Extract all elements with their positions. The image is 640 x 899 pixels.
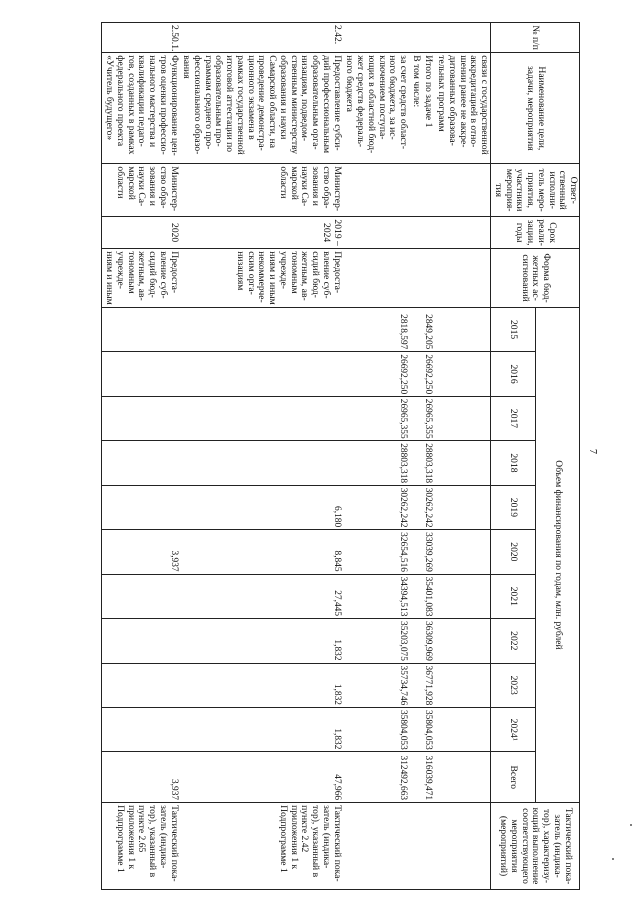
row-year-value: 35734,746 [343, 663, 409, 707]
row-year-value [409, 530, 422, 574]
row-indicator: Тактический пока-затель (индика-тор), указанный в пункте 2.65 приложения 1 к Подпрограмме 1 [102, 803, 180, 890]
row-form [409, 249, 422, 308]
header-year: 2022 [491, 619, 535, 663]
row-year-value [434, 485, 490, 529]
row-year-value [434, 619, 490, 663]
row-total-value: 312492,663 [343, 752, 409, 803]
header-term: Срок реали-зации, годы [491, 216, 580, 248]
table-row [102, 23, 180, 890]
row-term [409, 216, 422, 248]
row-year-value: 6,180 [180, 485, 343, 529]
row-year-value: 34394,513 [343, 574, 409, 618]
scan-speck [630, 824, 632, 826]
financing-table [101, 22, 580, 890]
row-year-value: 35203,075 [343, 619, 409, 663]
row-year-value [409, 707, 422, 751]
header-year: 2016 [491, 352, 535, 396]
scan-speck [612, 858, 614, 860]
row-total-value: 47,966 [180, 752, 343, 803]
row-number [434, 23, 490, 53]
row-form [422, 249, 435, 308]
row-year-value: 1,832 [180, 619, 343, 663]
table-row [422, 23, 435, 890]
row-form: Предоста-вление суб-сидий бюд-жетным, ав-тономным учрежде-ниям и иным некоммерче-ским орга-низациям [180, 249, 343, 308]
row-term: 2019 – 2024 [180, 216, 343, 248]
row-form [343, 249, 409, 308]
row-name: связи с государственной аккредитацией в отно-шении ранее не аккре-дитованных образова-тельных программ [434, 53, 490, 164]
row-number [343, 23, 409, 53]
row-name: Итого по задаче 1 [422, 53, 435, 164]
header-year: 2020 [491, 530, 535, 574]
row-number: 2.50.1. [102, 23, 180, 53]
row-name: В том числе: [409, 53, 422, 164]
row-executor [422, 164, 435, 217]
row-year-value [434, 396, 490, 440]
table-row [180, 23, 343, 890]
row-year-value: 28803,318 [422, 441, 435, 485]
row-year-value: 27,445 [180, 574, 343, 618]
row-term [343, 216, 409, 248]
row-year-value: 26692,250 [422, 352, 435, 396]
row-year-value: 2849,205 [422, 307, 435, 351]
header-num: № п/п [491, 23, 580, 53]
row-year-value: 26692,250 [343, 352, 409, 396]
row-year-value [434, 663, 490, 707]
header-year: 2015 [491, 307, 535, 351]
row-year-value [102, 574, 180, 618]
header-total: Всего [491, 752, 535, 803]
row-term [422, 216, 435, 248]
row-year-value: 35804,053 [343, 707, 409, 751]
row-year-value [409, 574, 422, 618]
row-year-value [102, 707, 180, 751]
header-year: 2019 [491, 485, 535, 529]
row-year-value [434, 530, 490, 574]
table-row [409, 23, 422, 890]
row-form [434, 249, 490, 308]
row-year-value: 26965,355 [343, 396, 409, 440]
row-total-value: 316039,471 [422, 752, 435, 803]
row-year-value [434, 574, 490, 618]
row-executor: Министер-ство обра-зования и науки Са-марской области [180, 164, 343, 217]
row-year-value [102, 352, 180, 396]
row-year-value: 3,937 [102, 530, 180, 574]
row-year-value: 36309,969 [422, 619, 435, 663]
row-year-value [102, 307, 180, 351]
row-year-value [434, 307, 490, 351]
row-year-value [409, 663, 422, 707]
row-executor [409, 164, 422, 217]
row-year-value: 28803,318 [343, 441, 409, 485]
header-indicator: Тактический пока-затель (индика-тор), характеризу-ющий выполнение соответствующего мероприятия (мероприятий) [491, 803, 580, 890]
row-number [409, 23, 422, 53]
row-year-value: 30262,242 [422, 485, 435, 529]
row-year-value [409, 619, 422, 663]
row-total-value: 3,937 [102, 752, 180, 803]
row-year-value: 35804,053 [422, 707, 435, 751]
row-year-value: 8,845 [180, 530, 343, 574]
row-number [422, 23, 435, 53]
row-indicator [434, 803, 490, 890]
row-year-value [409, 352, 422, 396]
row-year-value: 1,832 [180, 663, 343, 707]
row-indicator: Тактический пока-затель (индика-тор), указанный в пункте 2.42 приложения 1 к Подпрограмме 1 [180, 803, 343, 890]
row-name: Функционирование цен-тров оценки профессио-нального мастерства и квалификации педаго-гов, созданных в рамках федерального проекта «Учитель будущего» [102, 53, 180, 164]
header-volume-group: Объем финансирования по годам, млн. рублей [535, 307, 579, 802]
row-year-value [180, 307, 343, 351]
row-indicator [343, 803, 409, 890]
row-year-value: 26965,355 [422, 396, 435, 440]
row-year-value: 30262,242 [343, 485, 409, 529]
row-year-value: 2818,597 [343, 307, 409, 351]
row-executor [434, 164, 490, 217]
row-year-value [180, 396, 343, 440]
row-year-value [409, 485, 422, 529]
table-row [434, 23, 490, 890]
row-year-value [434, 707, 490, 751]
header-year: 2024¹ [491, 707, 535, 751]
header-year: 2023 [491, 663, 535, 707]
rotated-table-container [25, 22, 580, 890]
row-year-value [409, 396, 422, 440]
header-name: Наименование цели, задачи, мероприятия [491, 53, 580, 164]
row-executor: Министер-ство обра-зования и науки Са-марской области [102, 164, 180, 217]
header-form: Форма бюд-жетных ас-сигнований [491, 249, 580, 308]
row-indicator [409, 803, 422, 890]
row-year-value [180, 352, 343, 396]
row-name: за счет средств област-ного бюджета, за ис-ключением поступа-ющих в областной бюд-жет средств федераль-ного бюджета [343, 53, 409, 164]
header-year: 2018 [491, 441, 535, 485]
header-year: 2017 [491, 396, 535, 440]
header-year: 2021 [491, 574, 535, 618]
row-indicator [422, 803, 435, 890]
row-year-value: 36771,928 [422, 663, 435, 707]
row-year-value [102, 396, 180, 440]
row-total-value [409, 752, 422, 803]
row-year-value [434, 441, 490, 485]
row-year-value [102, 619, 180, 663]
row-year-value [102, 441, 180, 485]
row-year-value [409, 307, 422, 351]
row-term: 2020 [102, 216, 180, 248]
row-year-value: 35401,083 [422, 574, 435, 618]
row-year-value: 33039,269 [422, 530, 435, 574]
row-year-value [434, 352, 490, 396]
row-term [434, 216, 490, 248]
row-name: Предоставление субси-дий профессиональным образовательным орга-низациям, подведом-ственным министерству образования и науки Самарской области, на проведение демонстра-ционного экзамена в рамках государственной итоговой аттестации по образовательным про-граммам среднего про-фессионального образо-вания [180, 53, 343, 164]
row-executor [343, 164, 409, 217]
row-total-value [434, 752, 490, 803]
row-year-value [409, 441, 422, 485]
row-year-value: 32654,516 [343, 530, 409, 574]
row-year-value [180, 441, 343, 485]
row-year-value [102, 485, 180, 529]
table-body [102, 23, 491, 890]
row-form: Предоста-вление суб-сидий бюд-жетным, ав-тономным учрежде-ниям и иным [102, 249, 180, 308]
page-number: 7 [587, 449, 598, 454]
table-row [343, 23, 409, 890]
row-year-value: 1,832 [180, 707, 343, 751]
header-executor: Ответ-ственный исполни-тель меро-приятия, участники мероприя-тия [491, 164, 580, 217]
row-number: 2.42. [180, 23, 343, 53]
row-year-value [102, 663, 180, 707]
